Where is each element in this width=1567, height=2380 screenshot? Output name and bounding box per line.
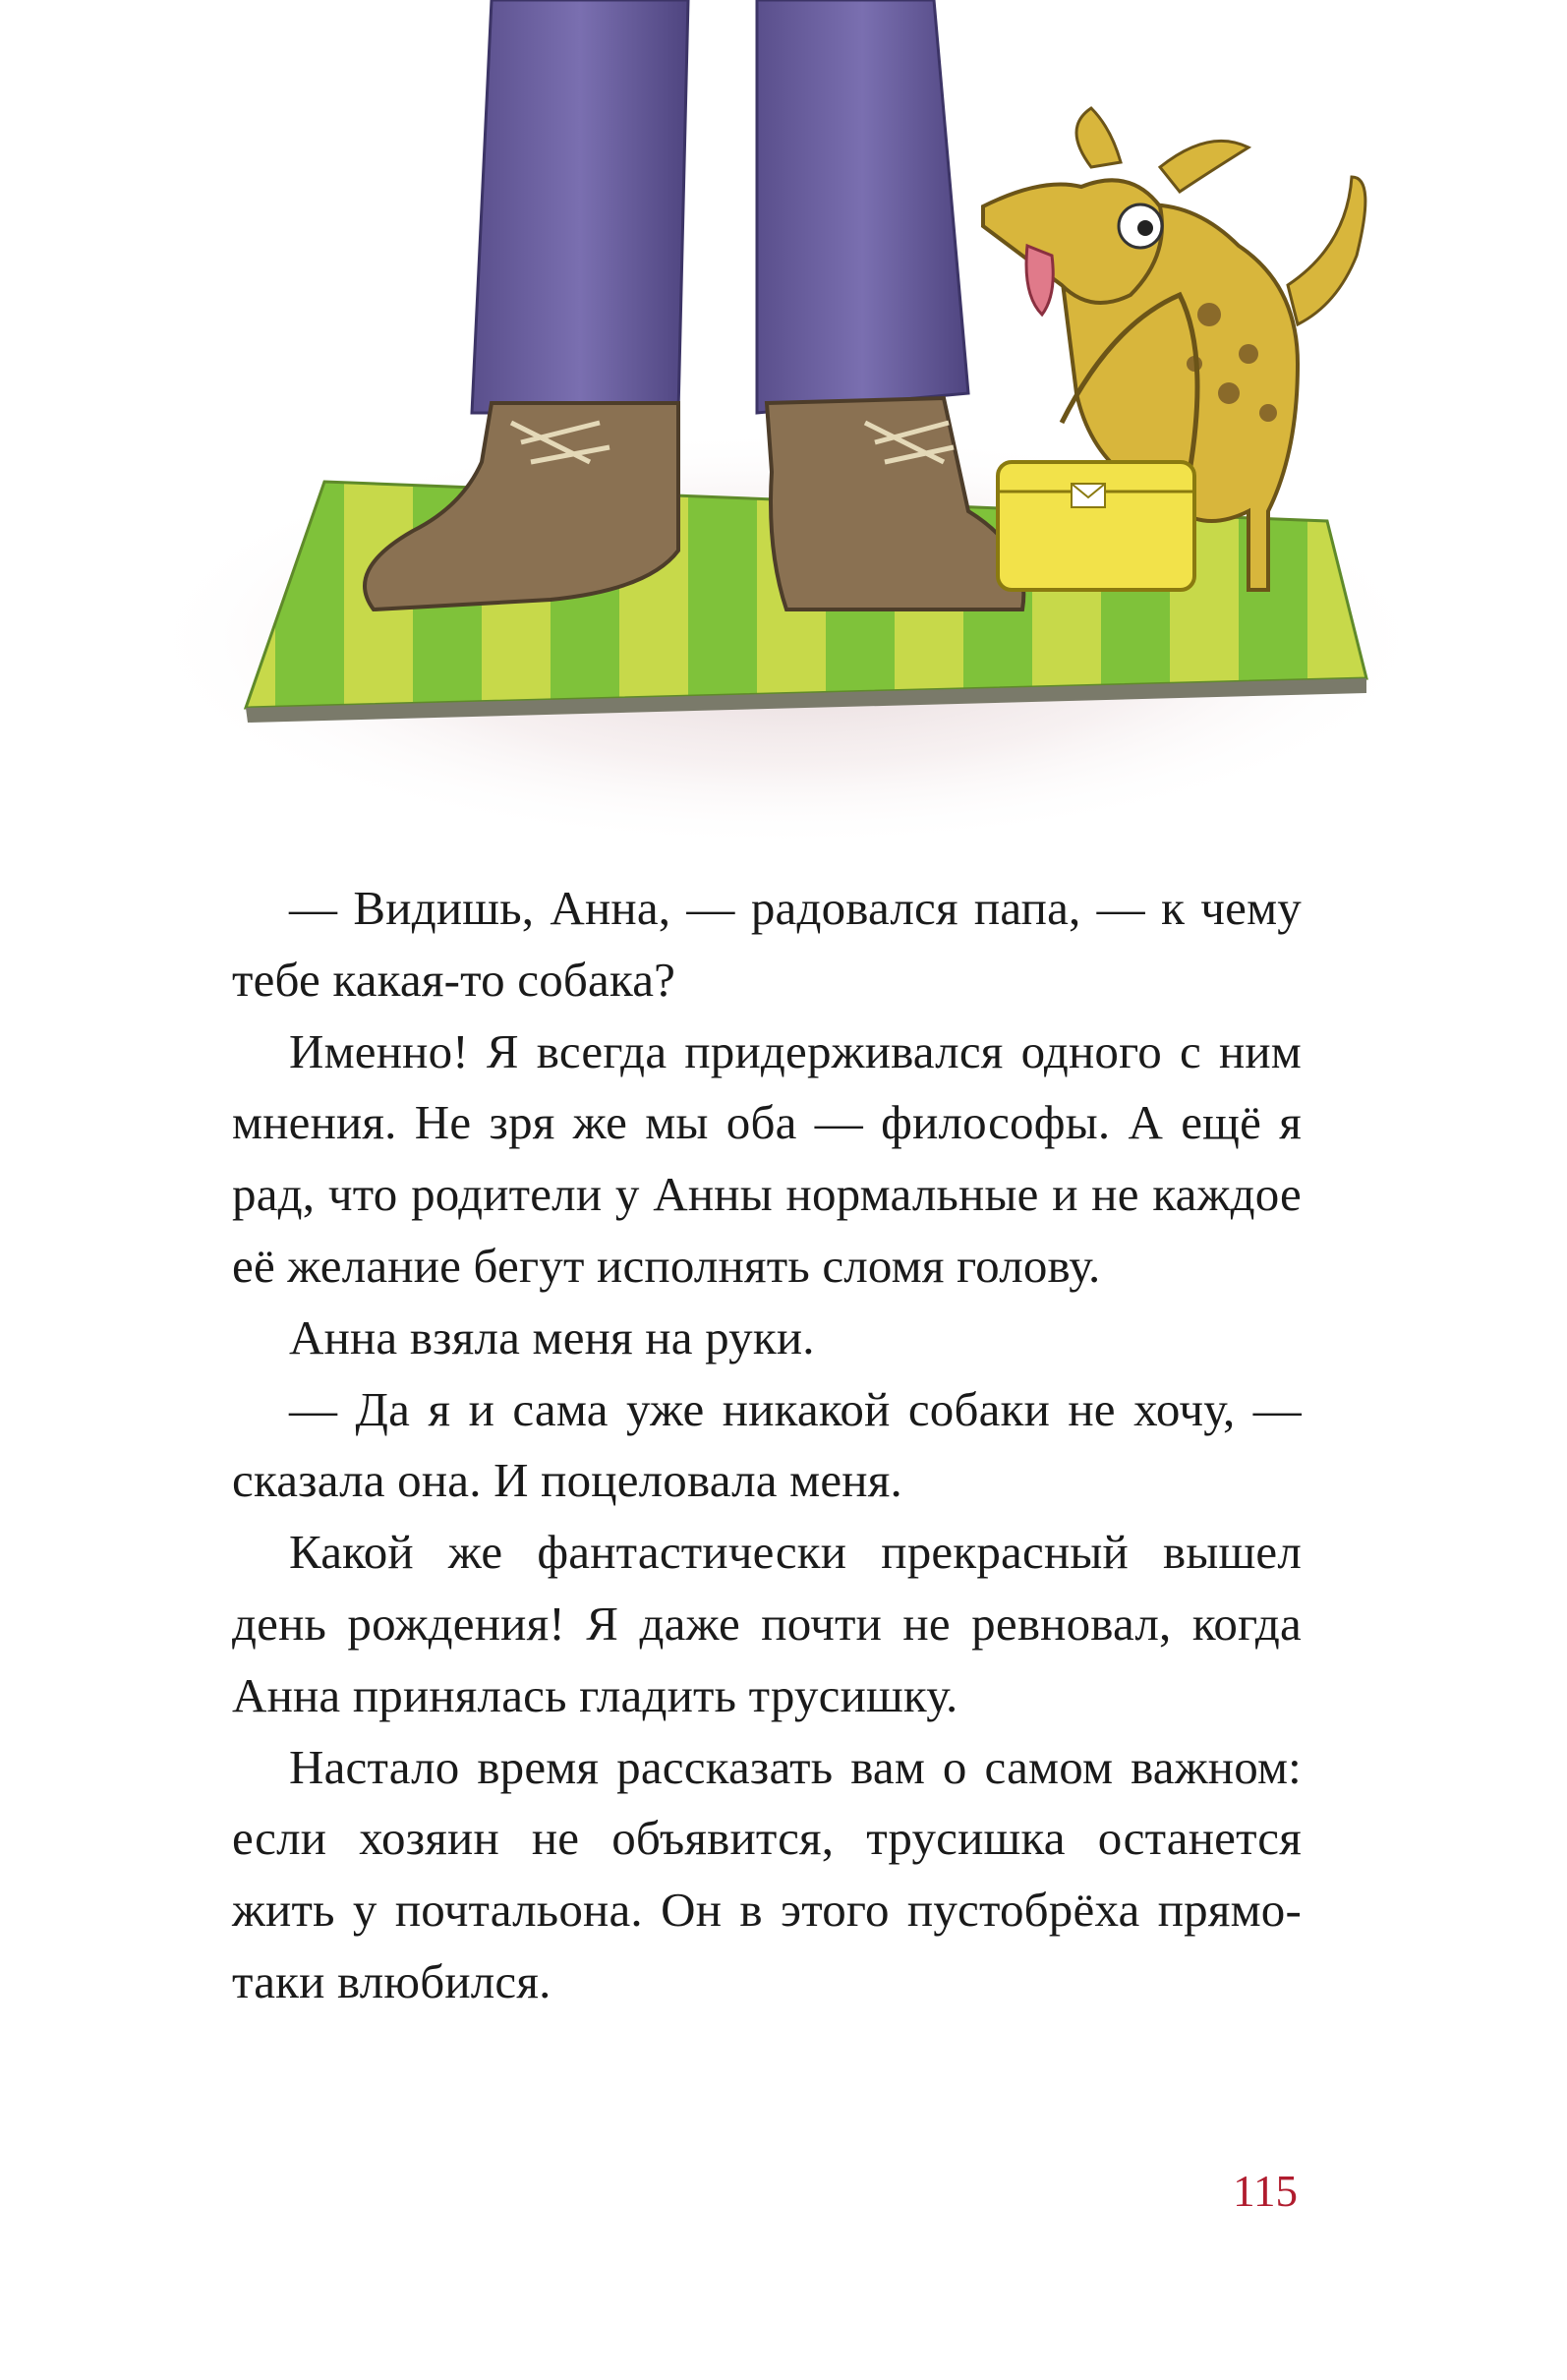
dog-spot [1218, 382, 1240, 404]
dog-pupil [1137, 220, 1153, 236]
illustration-svg [0, 0, 1567, 845]
dog-tongue [1026, 246, 1053, 315]
paragraph: — Видишь, Анна, — радовался папа, — к чему тебе какая-то собака? [232, 881, 1302, 1007]
paragraph: Настало время рассказать вам о самом важном: если хозяин не объявится, трусишка останется жить у почтальона. Он в этого пустобрёха прямо-таки влюбился. [232, 1739, 1302, 2008]
dog-spot [1239, 344, 1258, 364]
illustration [0, 0, 1567, 845]
dog-tail [1288, 177, 1365, 324]
right-trouser-leg [757, 0, 968, 413]
paragraph: Какой же фантастически прекрасный вышел день рождения! Я даже почти не ревновал, когда Анна принялась гладить трусишку. [232, 1525, 1302, 1722]
dog-ear-right [1160, 141, 1248, 192]
dog-spot [1259, 404, 1277, 422]
paragraph: — Да я и сама уже никакой собаки не хочу, — сказала она. И поцеловала меня. [232, 1381, 1302, 1508]
paragraph: Анна взяла меня на руки. [289, 1309, 815, 1364]
body-text [232, 873, 1302, 2018]
dog-spot [1197, 303, 1221, 326]
page-number: 115 [1233, 2167, 1298, 2216]
yellow-bag [998, 462, 1194, 590]
left-trouser-leg [472, 0, 688, 413]
paragraph: Именно! Я всегда придерживался одного с ним мнения. Не зря же мы оба — философы. А ещё я рад, что родители у Анны нормальные и не каждое её желание бегут исполнять сломя голову. [232, 1023, 1302, 1293]
dog-ear-left [1076, 108, 1121, 167]
